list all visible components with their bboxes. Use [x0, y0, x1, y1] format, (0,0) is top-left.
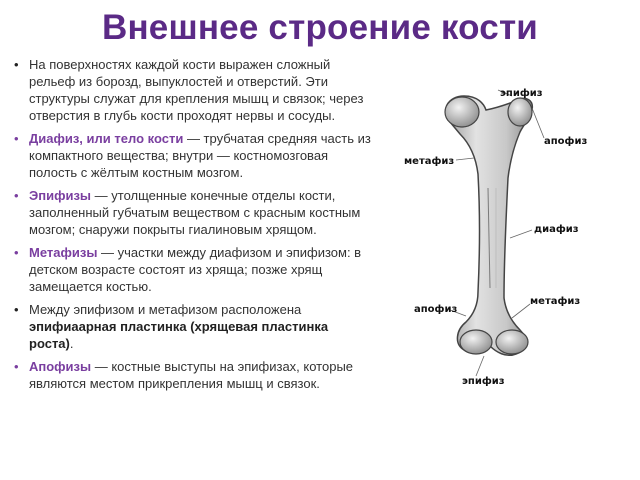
- bullet-text: — трубчатая средняя часть из компактного вещества; внутри — костномозговая полость с жёлтым костным мозгом.: [29, 131, 371, 180]
- label-metaphysis-top: метафиз: [404, 156, 455, 167]
- bullet-relief: [14, 56, 376, 124]
- lower-condyle-right: [496, 330, 528, 354]
- bullet-text: — утолщенные конечные отделы кости, заполненный губчатым веществом с красным костным мозгом; снаружи покрыты гиалиновым хрящом.: [29, 188, 361, 237]
- greater-trochanter: [508, 98, 532, 126]
- bullet-marker: •: [14, 302, 19, 317]
- term-epiphyses: Эпифизы: [29, 188, 92, 203]
- femur-figure: [392, 78, 632, 398]
- label-epiphysis-top: эпифиз: [500, 88, 543, 99]
- label-diaphysis: диафиз: [534, 224, 579, 235]
- label-apophysis-bottom: апофиз: [414, 304, 458, 315]
- slide-title: Внешнее строение кости: [101, 8, 539, 47]
- femur-head: [445, 97, 479, 127]
- bullet-text: — участки между диафизом и эпифизом: в детском возрасте состоят из хряща; позже хрящ замещается костью.: [29, 245, 362, 294]
- bullet-epiphyses: [14, 187, 376, 238]
- bullet-text: Между эпифизом и метафизом расположена: [29, 302, 302, 317]
- term-apophyses: Апофизы: [29, 359, 92, 374]
- bullet-text: На поверхностях каждой кости выражен сложный рельеф из борозд, выпуклостей и отверстий. Эти структуры служат для крепления мышц и связок; через отверстия в глубь кости проходят нервы и сосуды.: [29, 57, 364, 123]
- lower-condyle-left: [460, 330, 492, 354]
- term-metaphyses: Метафизы: [29, 245, 98, 260]
- term-growth-plate: эпифиаарная пластинка (хрящевая пластинка роста): [29, 319, 329, 351]
- bullet-apophyses: [14, 358, 376, 392]
- bullet-growth-plate: [14, 301, 376, 352]
- label-epiphysis-bottom: эпифиз: [462, 376, 505, 387]
- bullet-metaphyses: [14, 244, 376, 295]
- bullet-list: [14, 56, 376, 398]
- term-diaphysis: Диафиз, или тело кости: [29, 131, 184, 146]
- femur-illustration: [392, 78, 632, 398]
- bullet-marker: •: [14, 57, 19, 72]
- bullet-text-end: .: [69, 336, 74, 351]
- bullet-diaphysis: [14, 130, 376, 181]
- bullet-marker: •: [14, 131, 19, 146]
- bullet-text: — костные выступы на эпифизах, которые являются местом прикрепления мышц и связок.: [29, 359, 354, 391]
- label-metaphysis-bottom: метафиз: [530, 296, 581, 307]
- bullet-marker: •: [14, 359, 19, 374]
- bullet-marker: •: [14, 188, 19, 203]
- bullet-marker: •: [14, 245, 19, 260]
- label-apophysis-top: апофиз: [544, 136, 588, 147]
